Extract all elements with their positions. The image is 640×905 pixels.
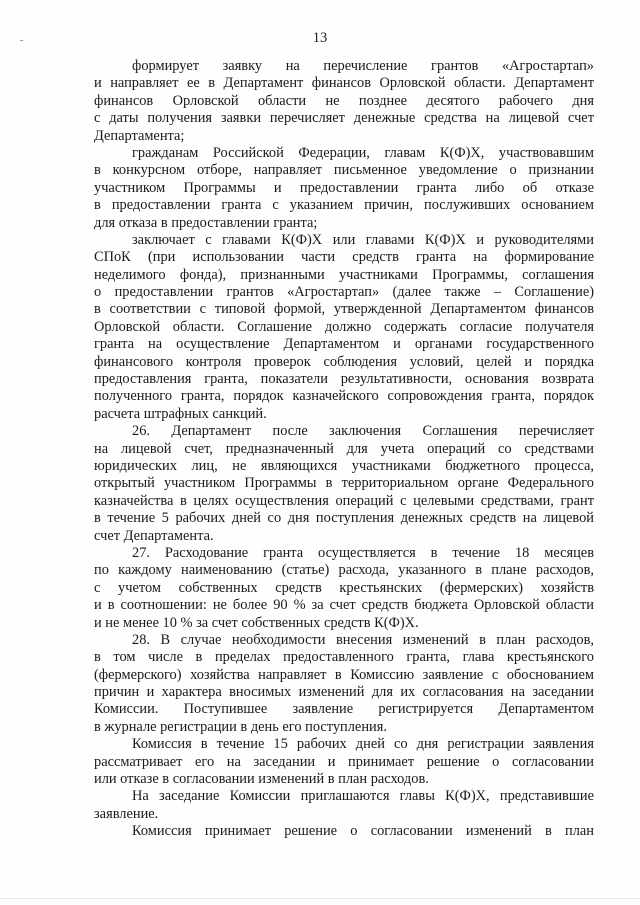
text-line: гранта на осуществление Департаментом и органами государственного	[94, 336, 594, 353]
page-number: 13	[312, 30, 328, 46]
text-line: в журнале регистрации в день его поступления.	[94, 718, 387, 735]
text-line: и в соотношении: не более 90 % за счет средств бюджета Орловской области	[94, 597, 594, 614]
text-line: Комиссия в течение 15 рабочих дней со дня регистрации заявления	[132, 736, 594, 753]
text-line: Департамента;	[94, 127, 185, 144]
text-line: о предоставлении грантов «Агростартап» (далее также – Соглашение)	[94, 284, 594, 301]
text-line: 26. Департамент после заключения Соглашения перечисляет	[132, 423, 594, 440]
text-line: СПоК (при использовании части средств гранта на формирование	[94, 249, 594, 266]
text-line: рассматривает его на заседании и принимает решение о согласовании	[94, 753, 594, 770]
text-line: в соответствии с типовой формой, утвержденной Департаментом финансов	[94, 301, 594, 318]
text-line: Орловской области. Соглашение должно содержать согласие получателя	[94, 318, 594, 335]
text-line: заявление.	[94, 805, 159, 822]
text-line: и не менее 10 % за счет собственных средств К(Ф)Х.	[94, 614, 419, 631]
text-line: участником Программы и предоставлении гранта либо об отказе	[94, 179, 594, 196]
text-line: финансового контроля проверок соблюдения условий, целей и порядка	[94, 353, 594, 370]
text-line: в конкурсном отборе, направляет письменное уведомление о признании	[94, 162, 594, 179]
text-line: в течение 5 рабочих дней со дня поступления денежных средств на лицевой	[94, 510, 594, 527]
text-line: в том числе в пределах предоставленного гранта, глава крестьянского	[94, 649, 594, 666]
text-line: расчета штрафных санкций.	[94, 405, 267, 422]
text-line: по каждому наименованию (статье) расхода, указанного в плане расходов,	[94, 562, 594, 579]
text-line: На заседание Комиссии приглашаются главы К(Ф)Х, представившие	[132, 788, 594, 805]
text-line: или отказе в согласовании изменений в план расходов.	[94, 771, 429, 788]
text-line: и направляет ее в Департамент финансов Орловской области. Департамент	[94, 75, 594, 92]
text-line: для отказа в предоставлении гранта;	[94, 214, 318, 231]
text-line: предоставления гранта, показатели результативности, основания возврата	[94, 371, 594, 388]
text-line: (фермерского) хозяйства направляет в Комиссию заявление с обоснованием	[94, 666, 594, 683]
text-line: формирует заявку на перечисление грантов «Агростартап»	[132, 58, 594, 74]
document-body	[94, 58, 594, 841]
text-line: с учетом собственных средств крестьянских (фермерских) хозяйств	[94, 579, 594, 596]
text-line: казначейства в целях осуществления операций с целевыми средствами, грант	[94, 492, 594, 509]
text-line: юридических лиц, не являющихся участниками бюджетного процесса,	[94, 457, 594, 474]
text-line: Комиссии. Поступившее заявление регистрируется Департаментом	[94, 701, 594, 718]
text-line: счет Департамента.	[94, 527, 214, 544]
text-line: Комиссия принимает решение о согласовании изменений в план	[132, 823, 594, 840]
text-line: 27. Расходование гранта осуществляется в течение 18 месяцев	[132, 544, 594, 561]
text-line: неделимого фонда), признанными участниками Программы, соглашения	[94, 266, 594, 283]
text-line: в предоставлении гранта с указанием причин, послуживших основанием	[94, 197, 594, 214]
text-line: полученного гранта, порядок казначейского сопровождения гранта, порядок	[94, 388, 594, 405]
text-line: на лицевой счет, предназначенный для учета операций со средствами	[94, 440, 594, 457]
text-line: финансов Орловской области не позднее десятого рабочего дня	[94, 92, 594, 109]
text-line: 28. В случае необходимости внесения изменений в план расходов,	[132, 631, 594, 648]
text-line: заключает с главами К(Ф)Х или главами К(Ф)Х и руководителями	[132, 231, 594, 248]
text-line: причин и характера вносимых изменений для их согласования на заседании	[94, 684, 594, 701]
page-bottom-edge	[0, 898, 640, 899]
text-line: открытый участником Программы в территориальном органе Федерального	[94, 475, 594, 492]
text-line: гражданам Российской Федерации, главам К(Ф)Х, участвовавшим	[132, 144, 594, 161]
text-line: с даты получения заявки перечисляет денежные средства на лицевой счет	[94, 110, 594, 127]
